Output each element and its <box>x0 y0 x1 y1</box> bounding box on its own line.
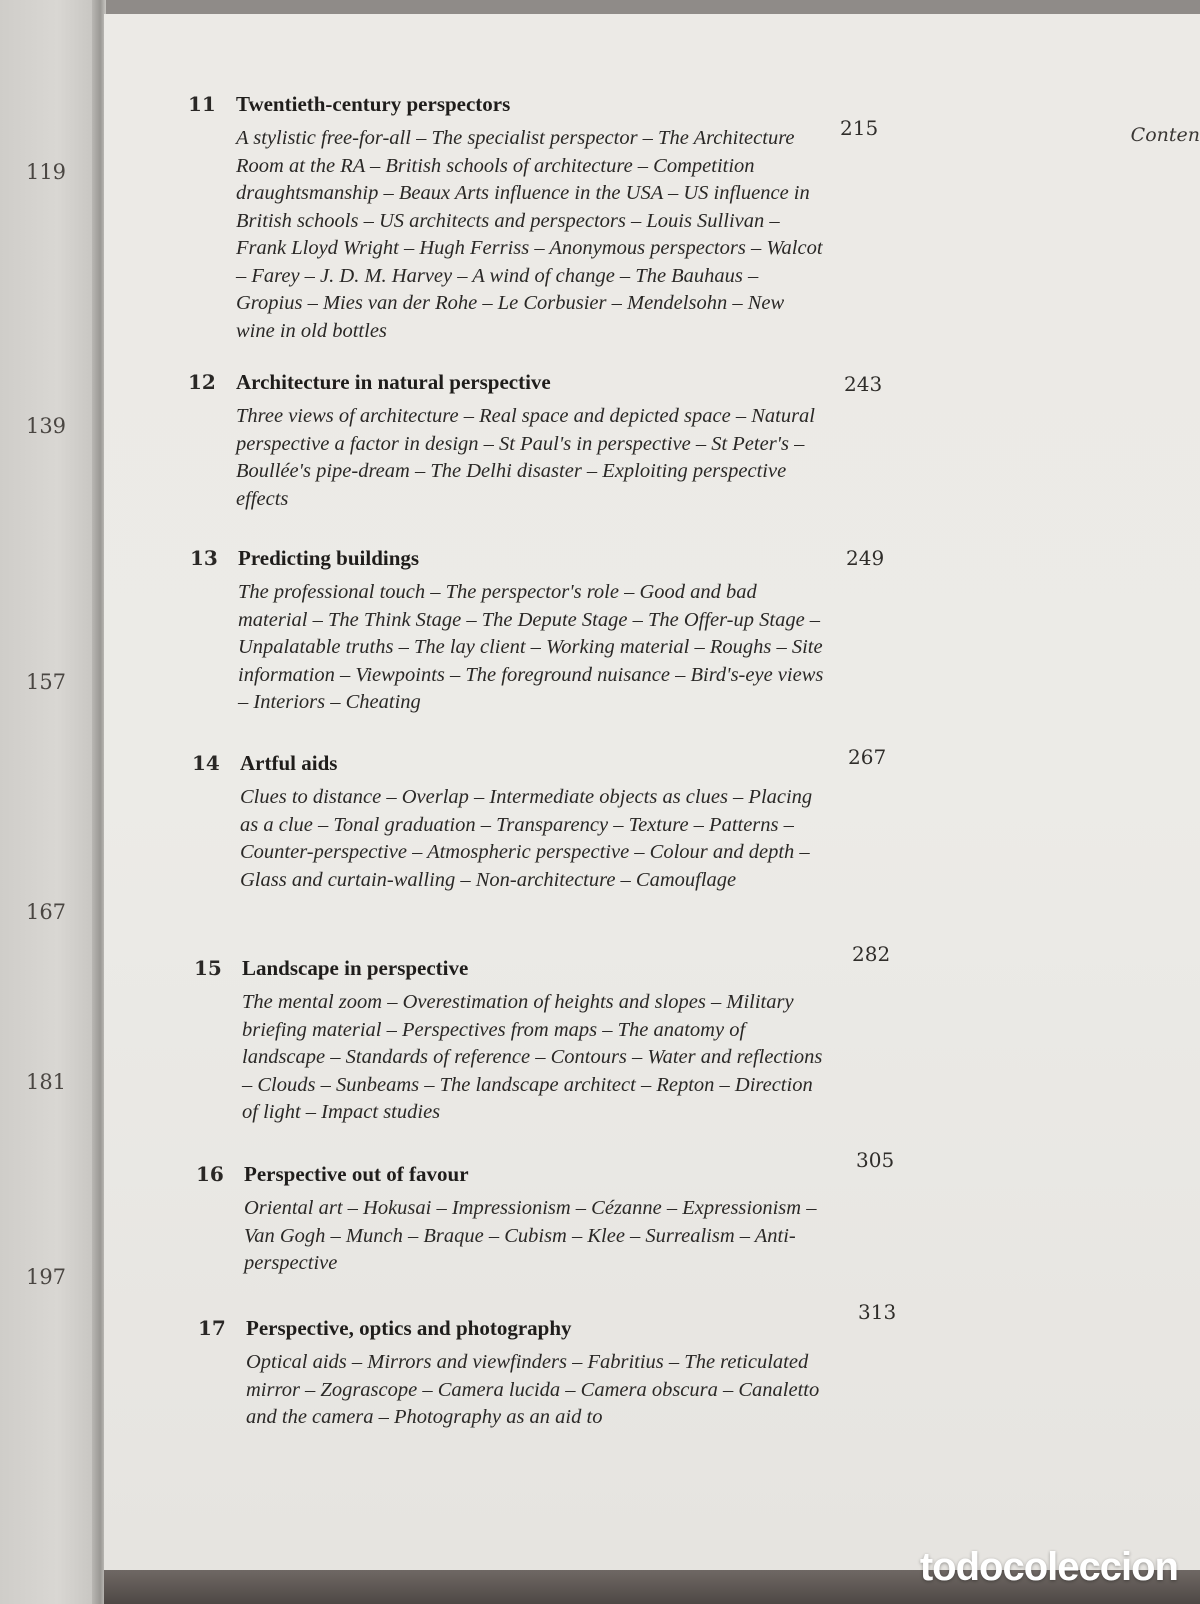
chapter-page: 313 <box>858 1300 897 1324</box>
chapter-title: Perspective, optics and photography <box>246 1316 572 1340</box>
chapter-title: Perspective out of favour <box>244 1162 469 1186</box>
left-page-number: 139 <box>25 414 67 438</box>
chapter-number: 15 <box>194 956 222 980</box>
chapter-number: 13 <box>190 546 218 570</box>
chapter-page: 282 <box>852 942 891 966</box>
chapter-title: Predicting buildings <box>238 546 420 570</box>
chapter-page: 267 <box>848 745 887 769</box>
chapter-title: Artful aids <box>240 751 338 775</box>
chapter-number: 12 <box>188 370 216 394</box>
chapter-topics: Oriental art – Hokusai – Impressionism – Cézanne – Expressionism – Van Gogh – Munch – Braque – Cubism – Klee – Surrealism – Anti-perspective <box>244 1197 817 1274</box>
chapter-topics: The mental zoom – Overestimation of heights and slopes – Military briefing material – Perspectives from maps – The anatomy of landscape – Standards of reference – Contours – Water and reflections – Clouds – Sunbeams – The landscape architect – Repton – Direction of light – Impact studies <box>242 991 823 1123</box>
chapter-title: Landscape in perspective <box>242 956 469 980</box>
left-page-number: 119 <box>25 160 67 184</box>
chapter-topics: Optical aids – Mirrors and viewfinders – Fabritius – The reticulated mirror – Zograscope – Camera lucida – Camera obscura – Canaletto and the camera – Photography as an aid to <box>246 1351 820 1428</box>
contents-page <box>104 14 1200 1574</box>
running-header: Conten <box>1130 124 1200 146</box>
chapter-number: 17 <box>198 1316 226 1340</box>
left-page <box>0 0 104 1604</box>
chapter-title: Architecture in natural perspective <box>236 370 551 394</box>
chapter-topics: Three views of architecture – Real space and depicted space – Natural perspective a factor in design – St Paul's in perspective – St Peter's – Boullée's pipe-dream – The Delhi disaster – Exploiting perspective effects <box>236 405 815 510</box>
chapter-page: 243 <box>844 372 883 396</box>
chapter-page: 249 <box>846 546 885 570</box>
chapter-topics: Clues to distance – Overlap – Intermediate objects as clues – Placing as a clue – Tonal graduation – Transparency – Texture – Patterns – Counter-perspective – Atmospheric perspective – Colour and depth – Glass and curtain-walling – Non-architecture – Camouflage <box>240 786 813 891</box>
left-page-number: 167 <box>25 900 67 924</box>
watermark-logo: todocoleccion <box>919 1545 1178 1589</box>
left-page-number: 197 <box>25 1265 67 1289</box>
chapter-number: 11 <box>188 92 216 116</box>
left-page-number: 181 <box>25 1070 67 1094</box>
chapter-title: Twentieth-century perspectors <box>236 92 511 116</box>
chapter-page: 305 <box>856 1148 895 1172</box>
chapter-topics: A stylistic free-for-all – The specialist perspector – The Architecture Room at the RA – British schools of architecture – Competition draughtsmanship – Beaux Arts influence in the USA – US influence in British schools – US architects and perspectors – Louis Sullivan – Frank Lloyd Wright – Hugh Ferriss – Anonymous perspectors – Walcot – Farey – J. D. M. Harvey – A wind of change – The Bauhaus – Gropius – Mies van der Rohe – Le Corbusier – Mendelsohn – New wine in old bottles <box>236 127 823 342</box>
chapter-page: 215 <box>840 116 879 140</box>
chapter-topics: The professional touch – The perspector's role – Good and bad material – The Think Stage – The Depute Stage – The Offer-up Stage – Unpalatable truths – The lay client – Working material – Roughs – Site information – Viewpoints – The foreground nuisance – Bird's-eye views – Interiors – Cheating <box>238 581 824 713</box>
chapter-number: 16 <box>196 1162 224 1186</box>
chapter-number: 14 <box>192 751 220 775</box>
left-page-number: 157 <box>25 670 67 694</box>
